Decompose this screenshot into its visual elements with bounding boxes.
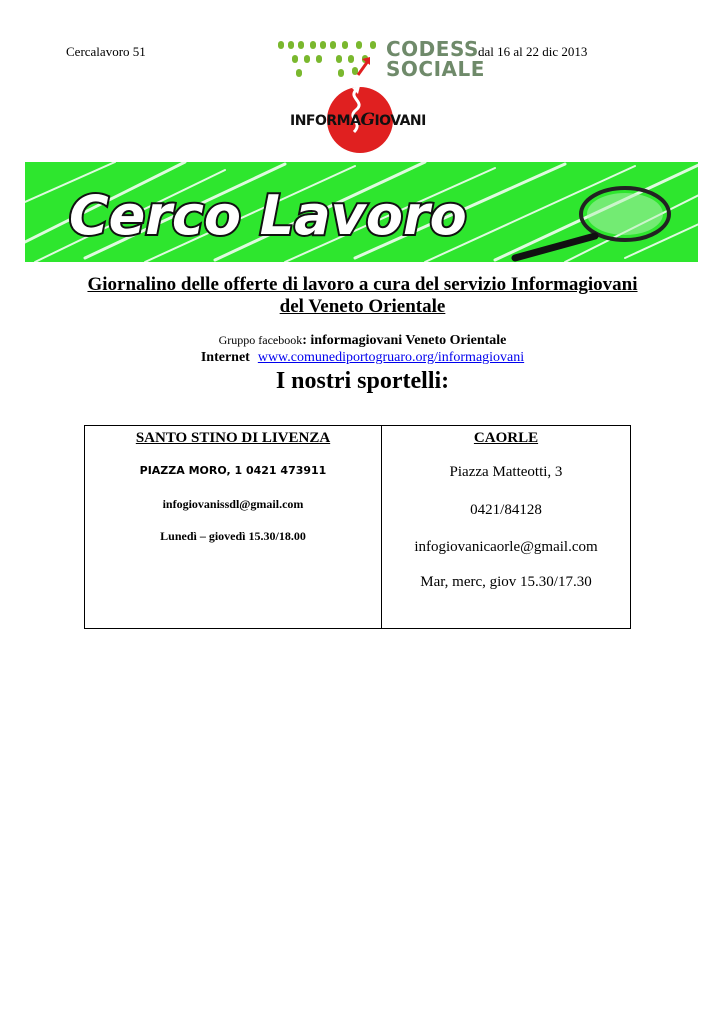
facebook-group: : informagiovani Veneto Orientale [302, 333, 507, 348]
office-santo-stino [85, 426, 381, 628]
intro-line-1: Giornalino delle offerte di lavoro a cura del servizio Informagiovani [87, 274, 638, 295]
codess-sociale-logo [276, 37, 485, 81]
office-name: CAORLE [473, 430, 539, 446]
offices-table [84, 425, 631, 629]
website-link[interactable]: www.comunediportogruaro.org/informagiovani [257, 350, 525, 365]
internet-label: Internet [200, 350, 250, 365]
office-email: infogiovanicaorle@gmail.com [414, 539, 598, 555]
issue-number: Cercalavoro 51 [66, 44, 146, 59]
internet-line [0, 349, 725, 366]
sociale-label: SOCIALE [386, 57, 485, 81]
office-address: Piazza Matteotti, 3 [449, 464, 563, 480]
banner-title: Cerco Lavoro [69, 184, 467, 247]
informagiovani-label: INFORMAGIOVANI [290, 110, 426, 130]
facebook-line [0, 332, 725, 349]
facebook-label: Gruppo facebook [218, 333, 303, 347]
office-hours: Lunedì – giovedì 15.30/18.00 [160, 529, 306, 543]
office-address: PIAZZA MORO, 1 0421 473911 [139, 464, 327, 477]
date-range: dal 16 al 22 dic 2013 [478, 44, 588, 59]
cerco-lavoro-banner [25, 162, 698, 262]
office-hours: Mar, merc, giov 15.30/17.30 [420, 574, 592, 590]
office-phone: 0421/84128 [470, 502, 542, 518]
office-name: SANTO STINO DI LIVENZA [135, 430, 331, 446]
intro-line-2: del Veneto Orientale [279, 296, 446, 317]
office-caorle [382, 426, 630, 628]
office-email: infogiovanissdl@gmail.com [162, 497, 304, 511]
codess-label: CODESS [386, 37, 479, 61]
informagiovani-logo [288, 82, 428, 154]
codess-dots-icon [276, 37, 384, 81]
sportelli-heading: I nostri sportelli: [275, 368, 450, 394]
